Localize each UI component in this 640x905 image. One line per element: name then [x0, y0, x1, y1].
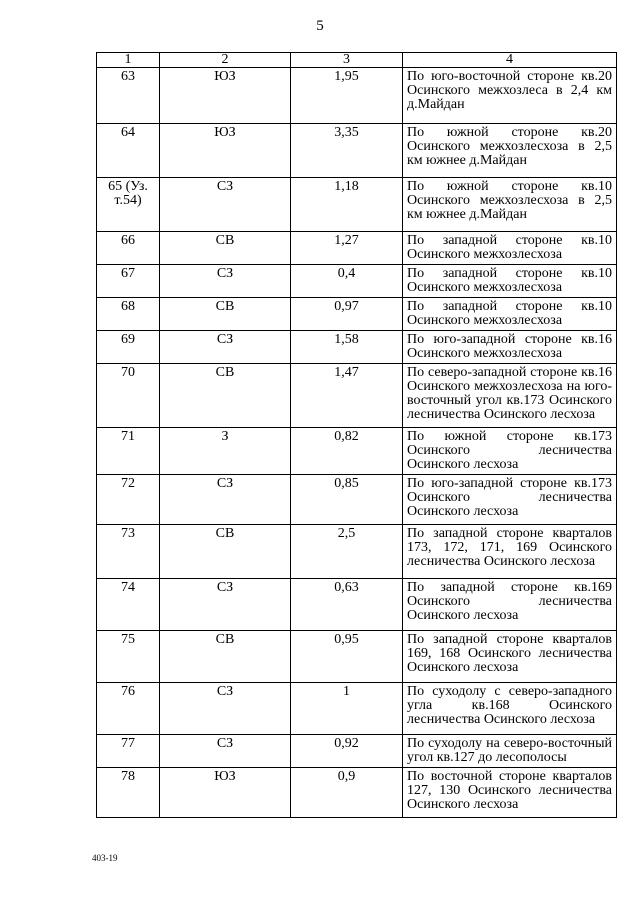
- length-cell: 1,47: [291, 364, 403, 428]
- column-header-1: 1: [97, 53, 160, 68]
- direction-cell: ЮЗ: [160, 768, 291, 818]
- description-cell: По южной стороне кв.173 Осинского лесничества Осинского лесхоза: [403, 428, 617, 475]
- length-cell: 0,4: [291, 265, 403, 298]
- point-number-cell: 66: [97, 232, 160, 265]
- direction-cell: СЗ: [160, 178, 291, 232]
- table-row: [97, 525, 617, 579]
- description-cell: По западной стороне кв.10 Осинского межхозлесхоза: [403, 265, 617, 298]
- direction-cell: СВ: [160, 232, 291, 265]
- point-number-cell: 64: [97, 124, 160, 178]
- direction-cell: СВ: [160, 525, 291, 579]
- length-cell: 2,5: [291, 525, 403, 579]
- table-row: [97, 298, 617, 331]
- description-cell: По южной стороне кв.10 Осинского межхозлесхоза в 2,5 км южнее д.Майдан: [403, 178, 617, 232]
- length-cell: 0,82: [291, 428, 403, 475]
- description-cell: По западной стороне кварталов 169, 168 Осинского лесничества Осинского лесхоза: [403, 631, 617, 683]
- table-row: [97, 124, 617, 178]
- length-cell: 1,18: [291, 178, 403, 232]
- description-cell: По восточной стороне кварталов 127, 130 Осинского лесничества Осинского лесхоза: [403, 768, 617, 818]
- table-row: [97, 68, 617, 124]
- point-number-cell: 75: [97, 631, 160, 683]
- direction-cell: СВ: [160, 364, 291, 428]
- direction-cell: СЗ: [160, 265, 291, 298]
- direction-cell: СВ: [160, 631, 291, 683]
- description-cell: По юго-восточной стороне кв.20 Осинского межхозлеса в 2,4 км д.Майдан: [403, 68, 617, 124]
- direction-cell: З: [160, 428, 291, 475]
- point-number-cell: 63: [97, 68, 160, 124]
- table-row: [97, 683, 617, 735]
- direction-cell: СЗ: [160, 683, 291, 735]
- length-cell: 0,95: [291, 631, 403, 683]
- point-number-cell: 74: [97, 579, 160, 631]
- column-header-2: 2: [160, 53, 291, 68]
- direction-cell: СЗ: [160, 735, 291, 768]
- table-row: [97, 768, 617, 818]
- description-cell: По суходолу с северо-западного угла кв.168 Осинского лесничества Осинского лесхоза: [403, 683, 617, 735]
- description-cell: По юго-западной стороне кв.173 Осинского лесничества Осинского лесхоза: [403, 475, 617, 525]
- page-number: 5: [316, 18, 324, 34]
- description-cell: По западной стороне кварталов 173, 172, 171, 169 Осинского лесничества Осинского лесхоза: [403, 525, 617, 579]
- description-cell: По западной стороне кв.10 Осинского межхозлесхоза: [403, 232, 617, 265]
- table-row: [97, 364, 617, 428]
- table-row: [97, 579, 617, 631]
- point-number-cell: 72: [97, 475, 160, 525]
- description-cell: По южной стороне кв.20 Осинского межхозлесхоза в 2,5 км южнее д.Майдан: [403, 124, 617, 178]
- description-cell: По западной стороне кв.169 Осинского лесничества Осинского лесхоза: [403, 579, 617, 631]
- length-cell: 0,63: [291, 579, 403, 631]
- length-cell: 0,92: [291, 735, 403, 768]
- point-number-cell: 78: [97, 768, 160, 818]
- description-cell: По западной стороне кв.10 Осинского межхозлесхоза: [403, 298, 617, 331]
- table-row: [97, 232, 617, 265]
- description-cell: По юго-западной стороне кв.16 Осинского межхозлесхоза: [403, 331, 617, 364]
- boundary-table: [96, 52, 617, 818]
- direction-cell: ЮЗ: [160, 68, 291, 124]
- point-number-cell: 68: [97, 298, 160, 331]
- point-number-cell: 69: [97, 331, 160, 364]
- direction-cell: СЗ: [160, 331, 291, 364]
- table-row: [97, 265, 617, 298]
- description-cell: По северо-западной стороне кв.16 Осинского межхозлесхоза на юго-восточный угол кв.173 Осинского лесничества Осинского лесхоза: [403, 364, 617, 428]
- point-number-cell: 70: [97, 364, 160, 428]
- direction-cell: СЗ: [160, 475, 291, 525]
- point-number-cell: 73: [97, 525, 160, 579]
- point-number-cell: 65 (Уз. т.54): [97, 178, 160, 232]
- point-number-cell: 71: [97, 428, 160, 475]
- length-cell: 3,35: [291, 124, 403, 178]
- table-row: [97, 475, 617, 525]
- length-cell: 0,97: [291, 298, 403, 331]
- direction-cell: СЗ: [160, 579, 291, 631]
- table-row: [97, 631, 617, 683]
- document-code: 403-19: [92, 853, 118, 863]
- table-header-row: [97, 53, 617, 68]
- table-row: [97, 428, 617, 475]
- table-row: [97, 178, 617, 232]
- point-number-cell: 77: [97, 735, 160, 768]
- point-number-cell: 76: [97, 683, 160, 735]
- length-cell: 1: [291, 683, 403, 735]
- column-header-4: 4: [403, 53, 617, 68]
- direction-cell: ЮЗ: [160, 124, 291, 178]
- length-cell: 1,58: [291, 331, 403, 364]
- description-cell: По суходолу на северо-восточный угол кв.127 до лесополосы: [403, 735, 617, 768]
- length-cell: 1,95: [291, 68, 403, 124]
- column-header-3: 3: [291, 53, 403, 68]
- length-cell: 1,27: [291, 232, 403, 265]
- point-number-cell: 67: [97, 265, 160, 298]
- length-cell: 0,9: [291, 768, 403, 818]
- table-row: [97, 735, 617, 768]
- length-cell: 0,85: [291, 475, 403, 525]
- table-row: [97, 331, 617, 364]
- direction-cell: СВ: [160, 298, 291, 331]
